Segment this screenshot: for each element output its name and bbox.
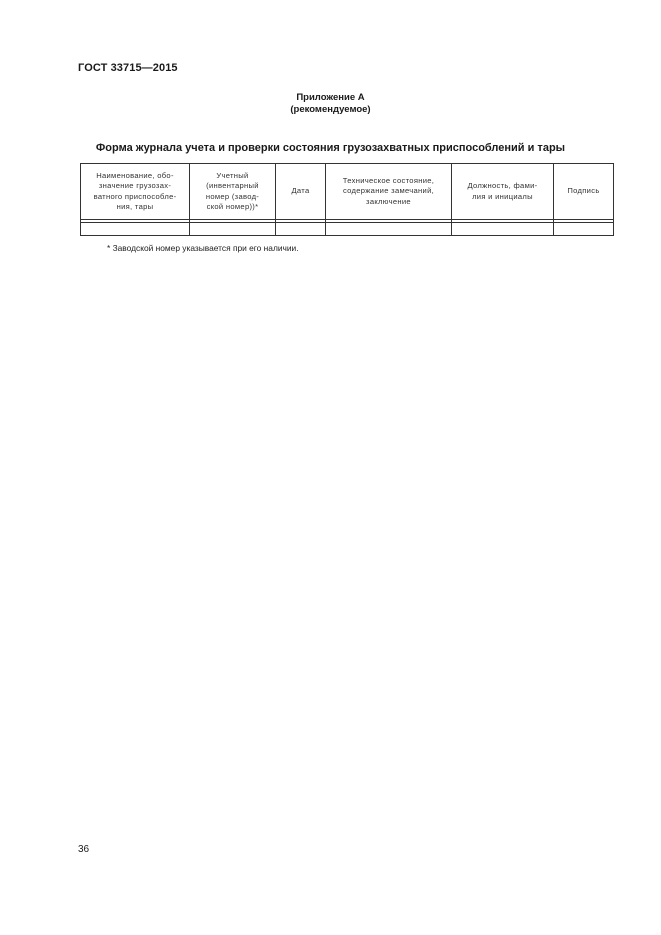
page-number: 36 (78, 844, 90, 855)
standard-code: ГОСТ 33715—2015 (78, 62, 178, 74)
table-cell (190, 223, 276, 236)
table-cell (452, 223, 554, 236)
footnote: * Заводской номер указывается при его наличии. (107, 243, 299, 253)
column-header-technical-state: Техническое состояние, содержание замечаний, заключение (326, 164, 452, 220)
annex-heading (0, 92, 661, 116)
table-cell (554, 223, 614, 236)
table-cell (81, 223, 190, 236)
table-header-row (81, 164, 614, 220)
table-cell (326, 223, 452, 236)
column-header-inventory-number: Учетный (инвентарный номер (завод- ской номер))* (190, 164, 276, 220)
column-header-date: Дата (276, 164, 326, 220)
column-header-signature: Подпись (554, 164, 614, 220)
column-header-position-name: Должность, фами- лия и инициалы (452, 164, 554, 220)
form-title: Форма журнала учета и проверки состояния грузозахватных приспособлений и тары (95, 142, 566, 154)
annex-subtitle: (рекомендуемое) (290, 104, 371, 115)
column-header-name: Наименование, обо- значение грузозах- ватного приспособле- ния, тары (81, 164, 190, 220)
table-cell (276, 223, 326, 236)
table-row (81, 223, 614, 236)
annex-title: Приложение А (296, 92, 365, 103)
journal-table (80, 163, 614, 236)
